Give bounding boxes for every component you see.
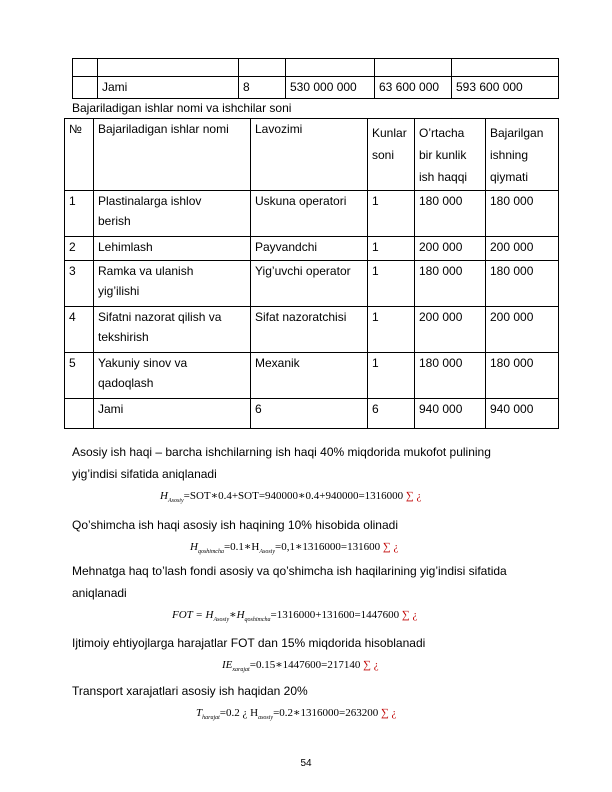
paragraph-text: aniqlanadi — [72, 586, 127, 600]
formula-body: =0.2∗1316000=263200 — [273, 707, 379, 719]
formula-asosiy — [160, 489, 421, 504]
formula-mid: =0.2 ¿ H — [219, 707, 259, 719]
formula-subscript: qoshimcha — [244, 617, 271, 624]
header-text: ish haqqi — [419, 170, 468, 184]
paragraph-text: Ijtimoiy ehtiyojlarga harajatlar FOT dan 15% miqdorida hisoblanadi — [72, 636, 426, 650]
table-cell: 1 — [368, 191, 415, 237]
formula-body: =0,1∗1316000=131600 — [275, 541, 381, 553]
formula-subscript: qoshimcha — [197, 549, 224, 556]
table-row — [65, 237, 559, 261]
table-cell — [94, 353, 251, 399]
table-cell: 1 — [368, 307, 415, 353]
formula-subscript: Asosiy — [167, 498, 184, 505]
top-table-total-row — [73, 77, 559, 99]
work-table-header — [65, 119, 559, 191]
table-cell: 940 000 — [415, 399, 486, 429]
cell-line: Ramka va ulanish — [98, 264, 194, 278]
header-text: Kunlar — [372, 126, 407, 140]
page-number: 54 — [300, 758, 312, 769]
paragraph-text: Qo’shimcha ish haqi asosiy ish haqining 10% hisobida olinadi — [72, 518, 398, 532]
table-cell: 200 000 — [415, 307, 486, 353]
work-table — [64, 118, 559, 429]
formula-body: =0.15∗1447600=217140 — [249, 659, 361, 671]
table-cell: 180 000 — [415, 191, 486, 237]
cell-line: Lehimlash — [98, 240, 153, 254]
table-cell: 180 000 — [415, 261, 486, 307]
paragraph-text: Transport xarajatlari asosiy ish haqidan 20% — [72, 684, 308, 698]
paragraph-text: Mehnatga haq to’lash fondi asosiy va qo’shimcha ish haqilarining yig’indisi sifatida — [72, 564, 507, 578]
formula-symbol: FOT = H — [172, 609, 214, 621]
formula-subscript: xarajat — [232, 667, 250, 674]
table-row — [65, 307, 559, 353]
table-cell: 6 — [251, 399, 368, 429]
header-cell — [251, 119, 368, 191]
table-cell — [94, 191, 251, 237]
table-cell: 200 000 — [486, 307, 559, 353]
formula-transport — [196, 706, 396, 721]
formula-mid: =0.1∗H — [223, 541, 260, 553]
header-text: Lavozimi — [255, 122, 303, 136]
formula-tail: ∑ ¿ — [382, 541, 399, 553]
header-text: № — [69, 122, 82, 136]
header-text: bir kunlik — [419, 148, 467, 162]
formula-mid: ∗H — [229, 609, 245, 621]
table-cell: Yig’uvchi operator — [251, 261, 368, 307]
table-cell: 8 — [239, 77, 286, 99]
formula-tail: ∑ ¿ — [363, 659, 379, 671]
formula-subscript: Asosiy — [259, 549, 275, 556]
formula-qoshimcha — [190, 540, 398, 555]
top-table-cell — [98, 59, 239, 77]
table-cell: 1 — [368, 237, 415, 261]
header-text: qiymati — [490, 170, 529, 184]
table-cell: Jami — [98, 77, 239, 99]
header-cell — [415, 119, 486, 191]
header-text: ishning — [490, 148, 529, 162]
formula-subscript: harajat — [202, 715, 220, 722]
table-cell: 1 — [368, 353, 415, 399]
table-cell: Mexanik — [251, 353, 368, 399]
table-cell: 200 000 — [415, 237, 486, 261]
table-cell — [65, 399, 94, 429]
paragraph-text: yig’indisi sifatida aniqlanadi — [72, 467, 217, 481]
formula-subscript: Asosiy — [213, 617, 230, 624]
header-cell — [486, 119, 559, 191]
table-cell: 593 600 000 — [452, 77, 559, 99]
table-cell: 5 — [65, 353, 94, 399]
table-cell — [94, 237, 251, 261]
top-table-cell — [375, 59, 452, 77]
section-title: Bajariladigan ishlar nomi va ishchilar soni — [72, 101, 292, 115]
top-table-cell — [73, 59, 98, 77]
table-row — [65, 353, 559, 399]
table-cell: 6 — [368, 399, 415, 429]
table-cell: 530 000 000 — [286, 77, 375, 99]
formula-subscript: asosiy — [258, 715, 274, 722]
top-table-cell — [286, 59, 375, 77]
table-cell: Uskuna operatori — [251, 191, 368, 237]
table-cell: 200 000 — [486, 237, 559, 261]
formula-body: =SOT∗0.4+SOT=940000∗0.4+940000=1316000 — [183, 490, 404, 502]
table-cell: 3 — [65, 261, 94, 307]
cell-line: Yakuniy sinov va — [98, 356, 188, 370]
table-row — [65, 191, 559, 237]
formula-symbol: H — [190, 541, 198, 553]
table-total-row — [65, 399, 559, 429]
header-text: O’rtacha — [419, 126, 465, 140]
header-cell — [94, 119, 251, 191]
header-cell — [368, 119, 415, 191]
cell-line: berish — [98, 214, 131, 228]
cell-line: tekshirish — [98, 330, 149, 344]
top-table-cell — [452, 59, 559, 77]
cell-line: yig’ilishi — [98, 284, 140, 298]
formula-tail: ∑ ¿ — [405, 490, 422, 502]
table-cell: Payvandchi — [251, 237, 368, 261]
table-cell: Sifat nazoratchisi — [251, 307, 368, 353]
table-cell — [94, 261, 251, 307]
table-row — [65, 261, 559, 307]
table-cell: 1 — [65, 191, 94, 237]
table-cell: Jami — [94, 399, 251, 429]
header-text: Bajarilgan — [490, 126, 544, 140]
top-table — [72, 58, 559, 99]
formula-symbol: T — [196, 707, 203, 719]
table-cell — [73, 77, 98, 99]
formula-fot — [172, 608, 417, 623]
formula-tail: ∑ ¿ — [401, 609, 418, 621]
table-cell: 180 000 — [486, 353, 559, 399]
formula-body: =1316000+131600=1447600 — [270, 609, 400, 621]
top-table-cell — [239, 59, 286, 77]
formula-ie — [222, 658, 379, 673]
header-text: soni — [372, 148, 395, 162]
formula-symbol: H — [160, 490, 168, 502]
header-text: Bajariladigan ishlar nomi — [98, 122, 229, 136]
table-cell: 63 600 000 — [375, 77, 452, 99]
table-cell: 940 000 — [486, 399, 559, 429]
header-cell — [65, 119, 94, 191]
cell-line: qadoqlash — [98, 376, 154, 390]
table-cell: 180 000 — [486, 191, 559, 237]
table-cell — [94, 307, 251, 353]
table-cell: 2 — [65, 237, 94, 261]
table-cell: 180 000 — [415, 353, 486, 399]
formula-symbol: IE — [222, 659, 233, 671]
paragraph-text: Asosiy ish haqi – barcha ishchilarning ish haqi 40% miqdorida mukofot pulining — [72, 445, 491, 459]
cell-line: Plastinalarga ishlov — [98, 194, 202, 208]
formula-tail: ∑ ¿ — [380, 707, 397, 719]
cell-line: Sifatni nazorat qilish va — [98, 310, 222, 324]
table-cell: 4 — [65, 307, 94, 353]
table-cell: 180 000 — [486, 261, 559, 307]
table-cell: 1 — [368, 261, 415, 307]
